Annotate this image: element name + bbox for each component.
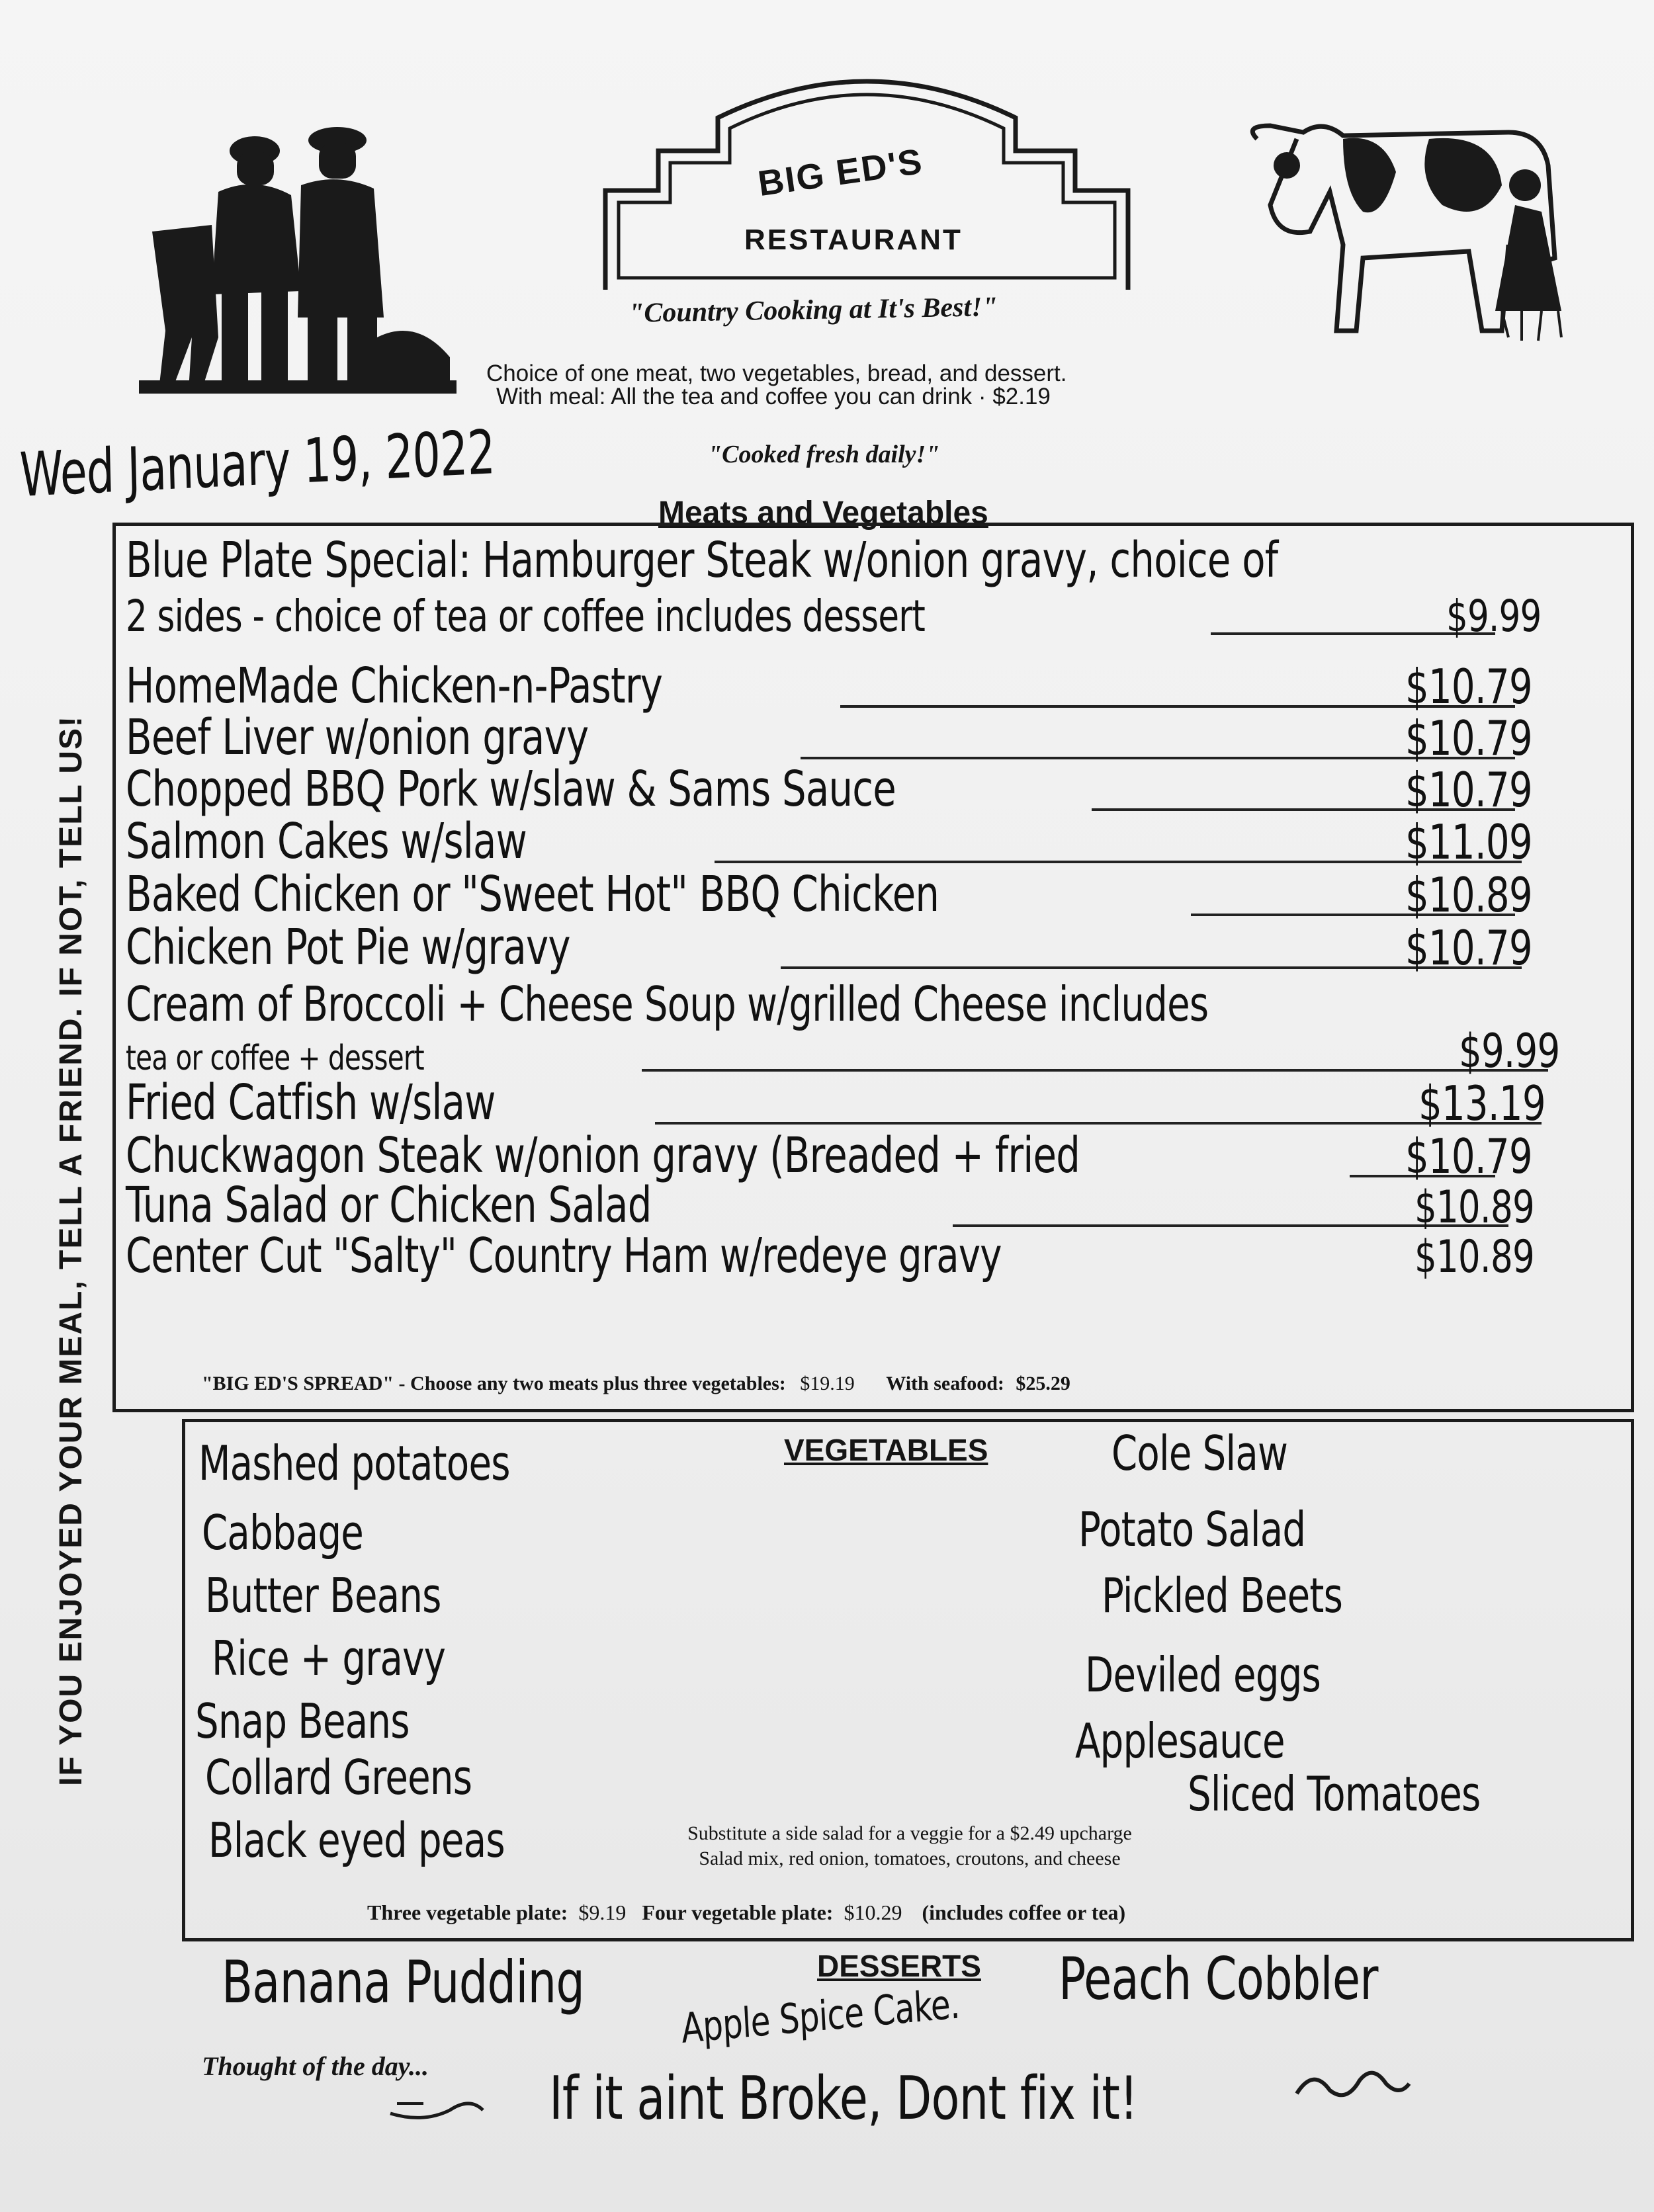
menu-item-name: Cream of Broccoli + Cheese Soup w/grilled Cheese includes: [126, 976, 1209, 1032]
menu-item-name: 2 sides - choice of tea or coffee includes dessert: [126, 591, 926, 642]
side-banner: IF YOU ENJOYED YOUR MEAL, TELL A FRIEND. IF NOT, TELL US!: [54, 714, 89, 1786]
veg-left-5: Collard Greens: [205, 1750, 472, 1805]
menu-item-price: $10.79: [1405, 710, 1532, 766]
menu-item-name: Center Cut "Salty" Country Ham w/redeye gravy: [126, 1228, 1002, 1283]
menu-item-name: Tuna Salad or Chicken Salad: [126, 1177, 652, 1234]
leader-line: [715, 861, 1522, 863]
menu-item-price: $10.79: [1405, 1128, 1532, 1184]
vegetables-section-title: VEGETABLES: [784, 1433, 988, 1467]
menu-row-6: [126, 866, 1594, 925]
vegetable-plate-prices: [367, 1900, 1125, 1925]
menu-item-price: $10.89: [1415, 1181, 1534, 1234]
squiggle-icon: [1293, 2064, 1413, 2104]
veg-right-0: Cole Slaw: [1111, 1425, 1288, 1481]
veg-left-2: Butter Beans: [205, 1568, 441, 1623]
menu-row-0: [126, 532, 1594, 591]
dessert-apple-spice-cake: Apple Spice Cake.: [680, 1979, 961, 2053]
substitute-line-1: Substitute a side salad for a veggie for a $2.49 upcharge: [687, 1822, 1132, 1844]
menu-item-price: $10.89: [1405, 867, 1532, 923]
spread-price: $19.19: [800, 1373, 855, 1394]
veg-right-4: Applesauce: [1075, 1713, 1285, 1769]
thought-label: Thought of the day...: [202, 2051, 429, 2081]
menu-item-name: Fried Catfish w/slaw: [126, 1074, 496, 1131]
menu-item-price: $10.79: [1405, 659, 1532, 714]
menu-item-price: $10.89: [1415, 1231, 1534, 1283]
handwritten-date: Wed January 19, 2022: [19, 417, 496, 511]
dessert-banana-pudding: Banana Pudding: [222, 1948, 585, 2016]
veg-right-2: Pickled Beets: [1102, 1568, 1343, 1623]
veg-left-6: Black eyed peas: [208, 1812, 505, 1868]
four-plate-label: Four vegetable plate:: [642, 1900, 834, 1924]
intro-line-2: With meal: All the tea and coffee you can drink · $2.19: [496, 384, 1051, 409]
dessert-peach-cobbler: Peach Cobbler: [1059, 1945, 1378, 2013]
logo-title: BIG ED'S: [756, 141, 926, 204]
veg-right-1: Potato Salad: [1078, 1502, 1306, 1557]
veg-left-3: Rice + gravy: [212, 1631, 446, 1686]
veg-left-4: Snap Beans: [195, 1693, 410, 1749]
veg-left-1: Cabbage: [202, 1505, 364, 1560]
menu-item-name: HomeMade Chicken-n-Pastry: [126, 658, 663, 714]
menu-item-name: Salmon Cakes w/slaw: [126, 813, 527, 870]
leader-line: [642, 1069, 1548, 1072]
menu-item-price: $11.09: [1405, 814, 1532, 870]
menu-row-10: [126, 1074, 1594, 1134]
menu-row-13: [126, 1228, 1594, 1286]
menu-item-price: $10.79: [1405, 762, 1532, 818]
thought-text: If it aint Broke, Dont fix it!: [549, 2064, 1138, 2133]
meats-section-title: Meats and Vegetables: [658, 495, 988, 531]
leader-line: [655, 1122, 1542, 1125]
menu-item-price: $13.19: [1418, 1076, 1545, 1131]
four-plate-price: $10.29: [844, 1900, 902, 1924]
farmers-silhouette-icon: [139, 119, 457, 397]
menu-item-price: $10.79: [1405, 920, 1532, 976]
seafood-price: $25.29: [1016, 1373, 1070, 1394]
menu-row-5: [126, 813, 1594, 872]
menu-row-8: [126, 976, 1594, 1035]
veg-right-5: Sliced Tomatoes: [1188, 1766, 1481, 1822]
menu-item-price: $9.99: [1458, 1024, 1560, 1078]
three-plate-label: Three vegetable plate:: [367, 1900, 568, 1924]
slogan: "Country Cooking at It's Best!": [628, 292, 998, 329]
veg-right-3: Deviled eggs: [1085, 1647, 1321, 1703]
menu-row-9: [126, 1024, 1594, 1081]
seafood-label: With seafood:: [886, 1373, 1004, 1394]
menu-item-name: Chopped BBQ Pork w/slaw & Sams Sauce: [126, 761, 896, 818]
menu-row-7: [126, 919, 1594, 978]
menu-item-name: Chicken Pot Pie w/gravy: [126, 919, 570, 976]
menu-item-name: tea or coffee + dessert: [126, 1039, 424, 1078]
includes-note: (includes coffee or tea): [922, 1900, 1126, 1924]
spread-line: [202, 1373, 1070, 1395]
cow-milkmaid-icon: [1231, 112, 1608, 351]
menu-row-1: [126, 591, 1594, 644]
substitute-line-2: Salad mix, red onion, tomatoes, croutons, and cheese: [699, 1848, 1121, 1869]
menu-item-name: Baked Chicken or "Sweet Hot" BBQ Chicken: [126, 866, 939, 923]
menu-item-price: $9.99: [1446, 591, 1542, 642]
substitute-note: [619, 1822, 1201, 1870]
desserts-section-title: DESSERTS: [817, 1949, 981, 1983]
intro-line-1: Choice of one meat, two vegetables, bread, and dessert.: [486, 361, 1067, 386]
menu-item-name: Chuckwagon Steak w/onion gravy (Breaded + fried: [126, 1127, 1080, 1184]
menu-item-name: Beef Liver w/onion gravy: [126, 709, 589, 766]
cooked-fresh: "Cooked fresh daily!": [708, 441, 940, 468]
spread-label: "BIG ED'S SPREAD" - Choose any two meats plus three vegetables:: [202, 1373, 786, 1394]
arrow-doodle-icon: [384, 2087, 496, 2127]
veg-left-0: Mashed potatoes: [198, 1435, 510, 1491]
three-plate-price: $9.19: [578, 1900, 627, 1924]
menu-item-name: Blue Plate Special: Hamburger Steak w/onion gravy, choice of: [126, 532, 1278, 589]
logo-subtitle: RESTAURANT: [744, 224, 963, 256]
